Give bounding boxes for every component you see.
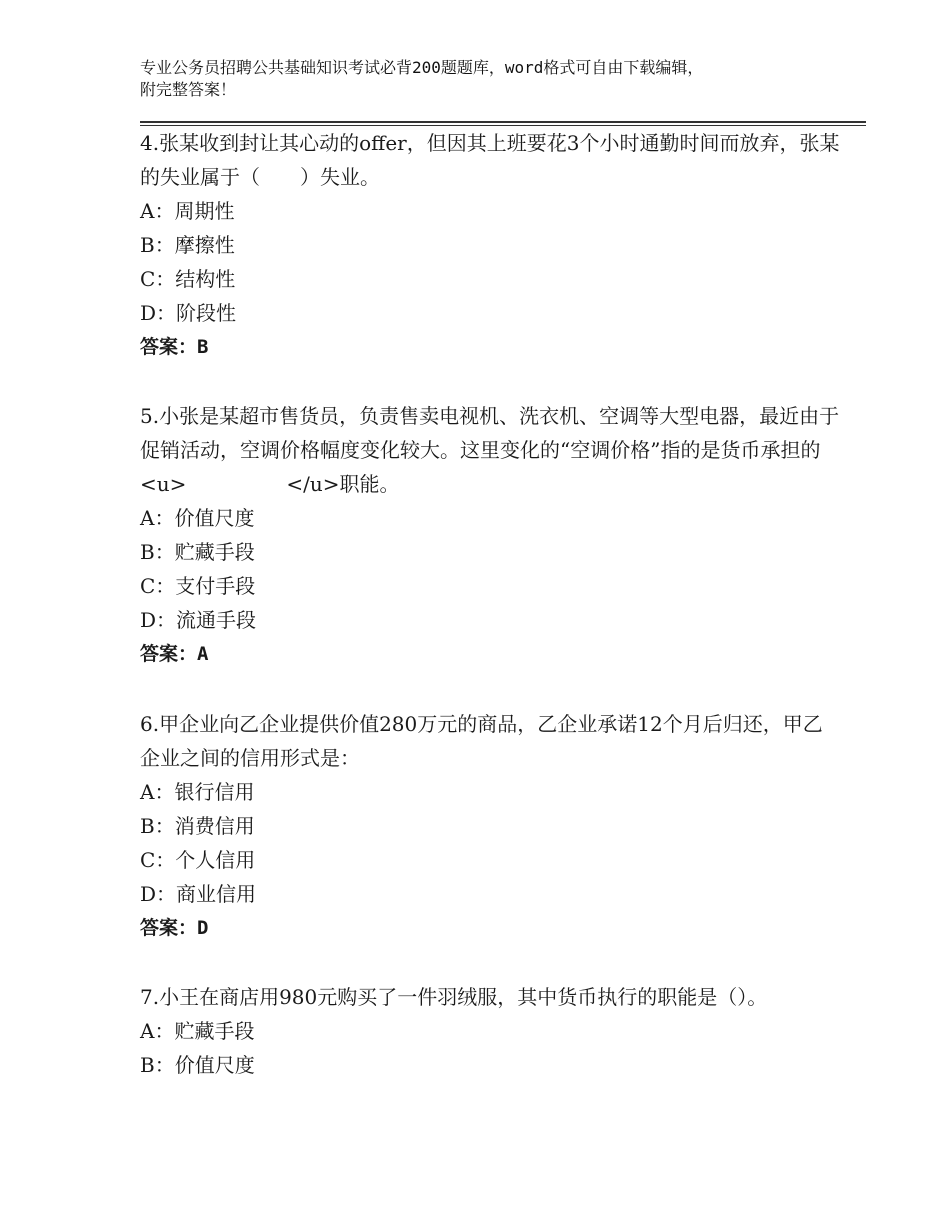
option-b: B：消费信用 bbox=[140, 814, 255, 838]
header-divider bbox=[140, 121, 866, 123]
option-c: C：结构性 bbox=[140, 267, 236, 291]
header-line-2: 附完整答案！ bbox=[140, 80, 237, 99]
question-stem: 5.小张是某超市售货员，负责售卖电视机、洗衣机、空调等大型电器，最近由于促销活动，空调价格幅度变化较大。这里变化的“空调价格”指的是货币承担的<u> </u>职能。 bbox=[140, 404, 840, 496]
option-b: B：价值尺度 bbox=[140, 1053, 255, 1077]
option-d: D：流通手段 bbox=[140, 608, 257, 632]
question-6 bbox=[140, 707, 840, 945]
question-7 bbox=[140, 980, 840, 1082]
option-a: A：周期性 bbox=[140, 199, 235, 223]
option-a: A：价值尺度 bbox=[140, 506, 255, 530]
option-c: C：支付手段 bbox=[140, 574, 256, 598]
header-line-1: 专业公务员招聘公共基础知识考试必背200题题库，word格式可自由下载编辑， bbox=[140, 58, 704, 77]
option-c: C：个人信用 bbox=[140, 848, 256, 872]
question-5 bbox=[140, 399, 840, 671]
answer: 答案：A bbox=[140, 643, 209, 665]
option-d: D：商业信用 bbox=[140, 882, 257, 906]
option-d: D：阶段性 bbox=[140, 301, 237, 325]
question-stem: 7.小王在商店用980元购买了一件羽绒服，其中货币执行的职能是（）。 bbox=[140, 985, 768, 1009]
document-header bbox=[140, 57, 840, 101]
question-stem: 4.张某收到封让其心动的offer，但因其上班要花3个小时通勤时间而放弃，张某的失业属于（ ）失业。 bbox=[140, 131, 840, 189]
option-b: B：摩擦性 bbox=[140, 233, 235, 257]
answer: 答案：D bbox=[140, 917, 209, 939]
option-a: A：贮藏手段 bbox=[140, 1019, 255, 1043]
question-stem: 6.甲企业向乙企业提供价值280万元的商品，乙企业承诺12个月后归还，甲乙企业之间的信用形式是： bbox=[140, 712, 823, 770]
option-a: A：银行信用 bbox=[140, 780, 255, 804]
option-b: B：贮藏手段 bbox=[140, 540, 255, 564]
question-4 bbox=[140, 126, 840, 364]
answer: 答案：B bbox=[140, 336, 209, 358]
